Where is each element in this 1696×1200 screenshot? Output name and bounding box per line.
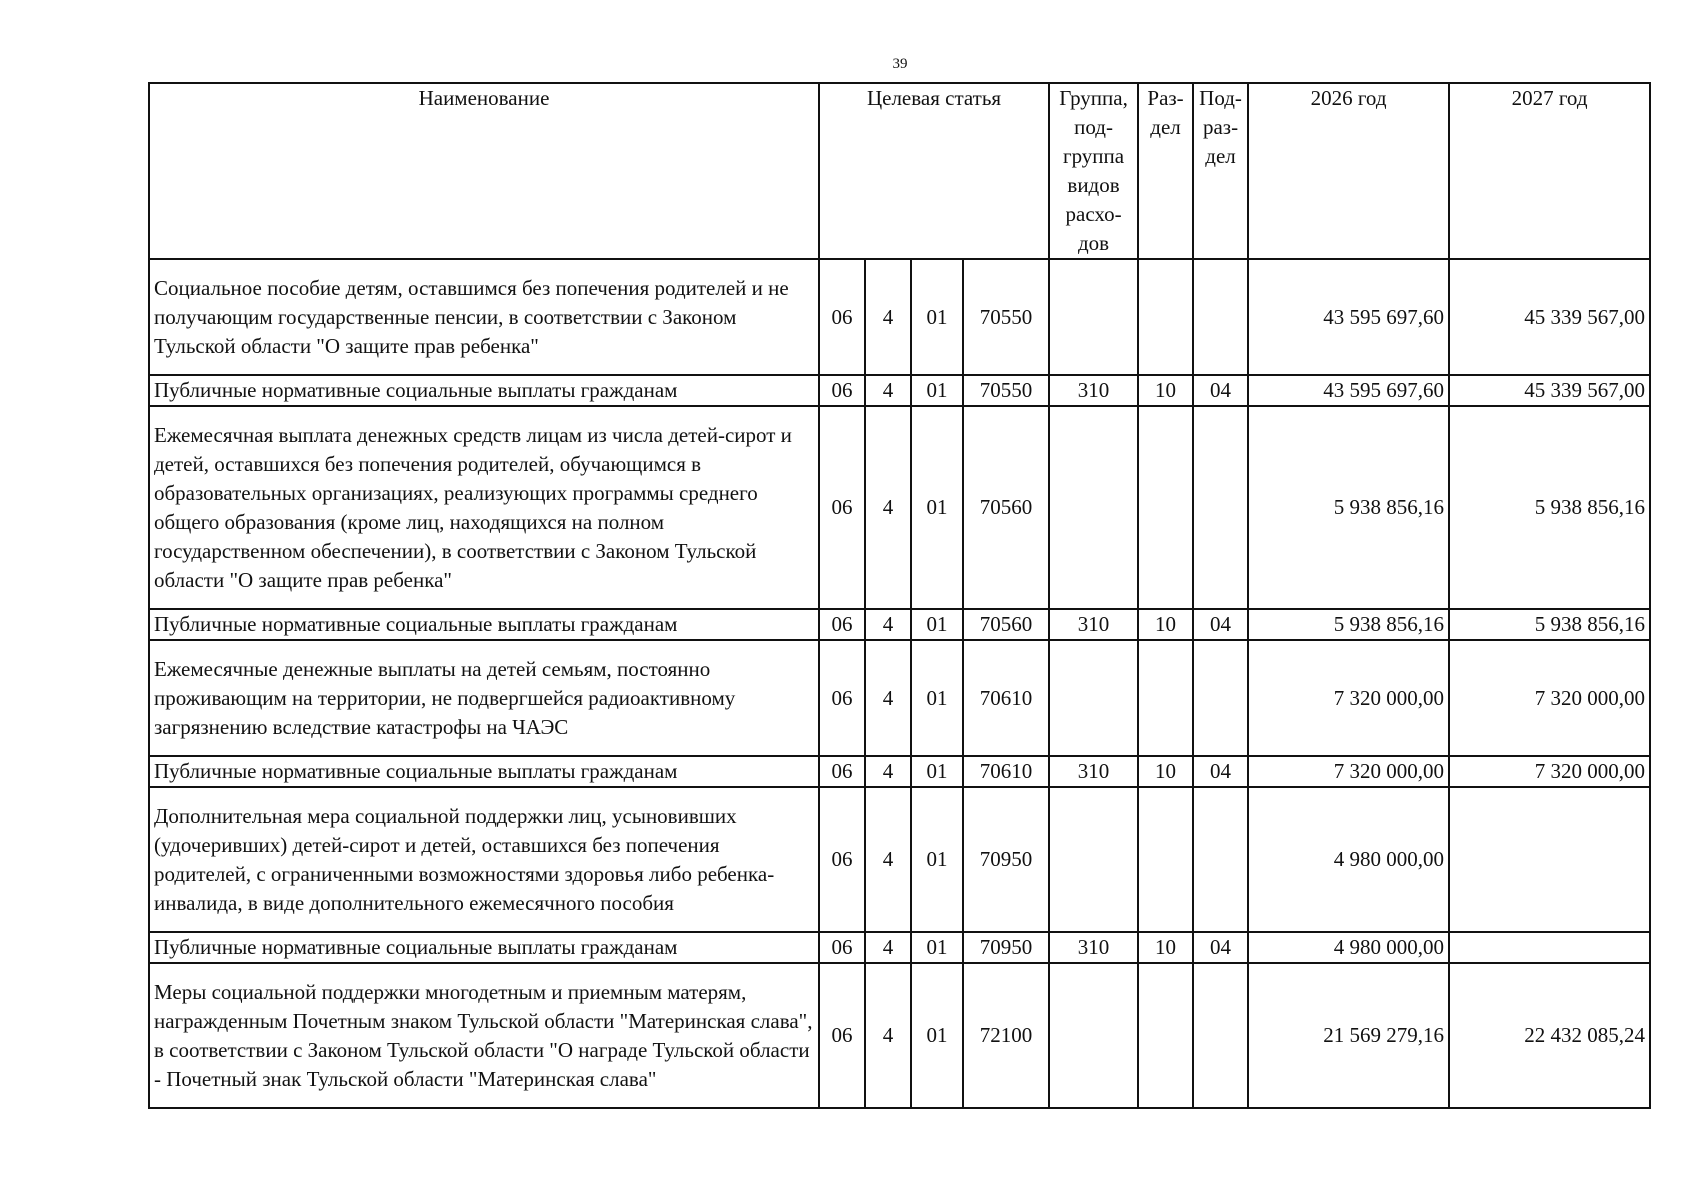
table-row: [149, 375, 1650, 406]
amount-2027: 7 320 000,00: [1449, 756, 1650, 787]
section-code: 10: [1138, 932, 1193, 963]
target-code-type: 4: [865, 406, 911, 609]
expense-group-code: [1049, 406, 1138, 609]
page-number: 39: [892, 56, 908, 72]
target-code-direction: 70610: [963, 640, 1049, 756]
table-row: [149, 756, 1650, 787]
target-code-program: 06: [819, 963, 865, 1108]
row-name: Ежемесячная выплата денежных средств лицам из числа детей-сирот и детей, оставшихся без попечения родителей, обучающимся в образовательных организациях, реализующих программы среднего общего образования (кроме лиц, находящихся на полном государственном обеспечении), в соответствии с Законом Тульской области "О защите прав ребенка": [149, 406, 819, 609]
amount-2027: 45 339 567,00: [1449, 375, 1650, 406]
amount-2027: 5 938 856,16: [1449, 406, 1650, 609]
target-code-program: 06: [819, 640, 865, 756]
header-subsection: Под-раз-дел: [1193, 83, 1248, 259]
target-code-subprogram: 01: [911, 756, 963, 787]
target-code-type: 4: [865, 787, 911, 932]
subsection-code: 04: [1193, 609, 1248, 640]
section-code: [1138, 640, 1193, 756]
target-code-program: 06: [819, 787, 865, 932]
amount-2026: 43 595 697,60: [1248, 375, 1449, 406]
target-code-direction: 70550: [963, 375, 1049, 406]
target-code-program: 06: [819, 375, 865, 406]
amount-2026: 4 980 000,00: [1248, 787, 1449, 932]
expense-group-code: [1049, 963, 1138, 1108]
subsection-code: [1193, 963, 1248, 1108]
amount-2026: 4 980 000,00: [1248, 932, 1449, 963]
header-year-2026: 2026 год: [1248, 83, 1449, 259]
amount-2026: 5 938 856,16: [1248, 609, 1449, 640]
subsection-code: [1193, 259, 1248, 375]
amount-2027: [1449, 932, 1650, 963]
amount-2026: 5 938 856,16: [1248, 406, 1449, 609]
subsection-code: 04: [1193, 932, 1248, 963]
target-code-direction: 70560: [963, 406, 1049, 609]
target-code-program: 06: [819, 756, 865, 787]
table-row: [149, 406, 1650, 609]
section-code: 10: [1138, 756, 1193, 787]
target-code-direction: 70950: [963, 787, 1049, 932]
row-name: Публичные нормативные социальные выплаты гражданам: [149, 609, 819, 640]
table-row: [149, 787, 1650, 932]
header-expense-group: Группа, под-группа видов расхо-дов: [1049, 83, 1138, 259]
table-row: [149, 609, 1650, 640]
amount-2027: 45 339 567,00: [1449, 259, 1650, 375]
section-code: [1138, 259, 1193, 375]
target-code-type: 4: [865, 932, 911, 963]
row-name: Публичные нормативные социальные выплаты гражданам: [149, 375, 819, 406]
expense-group-code: 310: [1049, 756, 1138, 787]
amount-2026: 21 569 279,16: [1248, 963, 1449, 1108]
section-code: [1138, 963, 1193, 1108]
target-code-direction: 70560: [963, 609, 1049, 640]
target-code-subprogram: 01: [911, 609, 963, 640]
target-code-type: 4: [865, 963, 911, 1108]
header-row: [149, 83, 1650, 259]
target-code-type: 4: [865, 756, 911, 787]
target-code-subprogram: 01: [911, 640, 963, 756]
amount-2026: 43 595 697,60: [1248, 259, 1449, 375]
subsection-code: [1193, 787, 1248, 932]
expense-group-code: [1049, 259, 1138, 375]
row-name: Социальное пособие детям, оставшимся без попечения родителей и не получающим государственные пенсии, в соответствии с Законом Тульской области "О защите прав ребенка": [149, 259, 819, 375]
amount-2027: 22 432 085,24: [1449, 963, 1650, 1108]
amount-2026: 7 320 000,00: [1248, 756, 1449, 787]
section-code: [1138, 787, 1193, 932]
target-code-direction: 70610: [963, 756, 1049, 787]
subsection-code: 04: [1193, 375, 1248, 406]
header-section: Раз-дел: [1138, 83, 1193, 259]
target-code-subprogram: 01: [911, 787, 963, 932]
target-code-subprogram: 01: [911, 375, 963, 406]
section-code: 10: [1138, 375, 1193, 406]
target-code-program: 06: [819, 406, 865, 609]
target-code-program: 06: [819, 932, 865, 963]
subsection-code: [1193, 406, 1248, 609]
target-code-subprogram: 01: [911, 932, 963, 963]
row-name: Ежемесячные денежные выплаты на детей семьям, постоянно проживающим на территории, не подвергшейся радиоактивному загрязнению вследствие катастрофы на ЧАЭС: [149, 640, 819, 756]
target-code-program: 06: [819, 609, 865, 640]
target-code-type: 4: [865, 259, 911, 375]
amount-2027: 5 938 856,16: [1449, 609, 1650, 640]
target-code-direction: 70950: [963, 932, 1049, 963]
table-row: [149, 963, 1650, 1108]
target-code-direction: 72100: [963, 963, 1049, 1108]
target-code-subprogram: 01: [911, 406, 963, 609]
row-name: Меры социальной поддержки многодетным и приемным матерям, награжденным Почетным знаком Тульской области "Материнская слава", в соответствии с Законом Тульской области "О награде Тульской области - Почетный знак Тульской области "Материнская слава": [149, 963, 819, 1108]
expense-group-code: 310: [1049, 609, 1138, 640]
row-name: Дополнительная мера социальной поддержки лиц, усыновивших (удочеривших) детей-сирот и детей, оставшихся без попечения родителей, с ограниченными возможностями здоровья либо ребенка-инвалида, в виде дополнительного ежемесячного пособия: [149, 787, 819, 932]
row-name: Публичные нормативные социальные выплаты гражданам: [149, 932, 819, 963]
target-code-direction: 70550: [963, 259, 1049, 375]
expense-group-code: 310: [1049, 932, 1138, 963]
header-target-article: Целевая статья: [819, 83, 1049, 259]
target-code-type: 4: [865, 640, 911, 756]
subsection-code: [1193, 640, 1248, 756]
expense-group-code: 310: [1049, 375, 1138, 406]
expense-group-code: [1049, 640, 1138, 756]
target-code-type: 4: [865, 609, 911, 640]
section-code: [1138, 406, 1193, 609]
target-code-subprogram: 01: [911, 259, 963, 375]
target-code-type: 4: [865, 375, 911, 406]
section-code: 10: [1138, 609, 1193, 640]
target-code-program: 06: [819, 259, 865, 375]
amount-2027: 7 320 000,00: [1449, 640, 1650, 756]
amount-2027: [1449, 787, 1650, 932]
amount-2026: 7 320 000,00: [1248, 640, 1449, 756]
row-name: Публичные нормативные социальные выплаты гражданам: [149, 756, 819, 787]
subsection-code: 04: [1193, 756, 1248, 787]
expense-group-code: [1049, 787, 1138, 932]
header-year-2027: 2027 год: [1449, 83, 1650, 259]
target-code-subprogram: 01: [911, 963, 963, 1108]
budget-table: [148, 82, 1651, 1109]
table-row: [149, 932, 1650, 963]
header-name: Наименование: [149, 83, 819, 259]
table-row: [149, 640, 1650, 756]
table-row: [149, 259, 1650, 375]
